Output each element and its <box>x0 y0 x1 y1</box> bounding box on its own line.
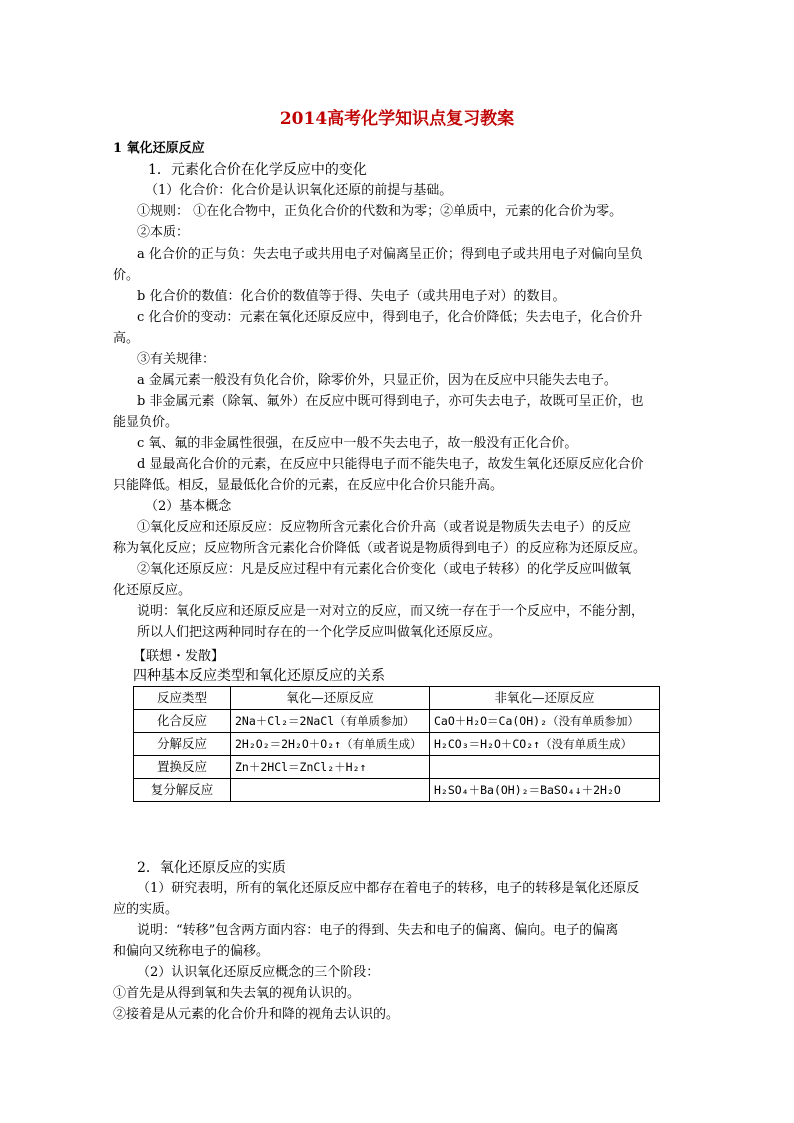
paragraph-line: 化还原反应。 <box>113 583 192 598</box>
paragraph-line: 和偏向又统称电子的偏移。 <box>113 944 270 959</box>
table-cell: Zn＋2HCl＝ZnCl₂＋H₂↑ <box>231 756 430 779</box>
section-heading: 2．氧化还原反应的实质 <box>137 860 286 876</box>
table-cell: H₂CO₃＝H₂O＋CO₂↑（没有单质生成） <box>430 733 660 756</box>
reaction-type-table <box>133 686 660 802</box>
paragraph-line: ②本质： <box>137 225 190 240</box>
paragraph-line: 称为氧化反应；反应物所含元素化合价降低（或者说是物质得到电子）的反应称为还原反应。 <box>113 541 647 556</box>
paragraph-line: 应的实质。 <box>113 902 179 917</box>
table-cell: 置换反应 <box>134 756 231 779</box>
paragraph-line: b 非金属元素（除氧、氟外）在反应中既可得到电子，亦可失去电子，故既可呈正价，也 <box>137 394 644 409</box>
paragraph-line: ①氧化反应和还原反应：反应物所含元素化合价升高（或者说是物质失去电子）的反应 <box>137 520 632 535</box>
paragraph-line: c 氧、氟的非金属性很强，在反应中一般不失去电子，故一般没有正化合价。 <box>137 436 578 451</box>
paragraph-line: ①规则： ①在化合物中，正负化合价的代数和为零；②单质中，元素的化合价为零。 <box>137 204 623 219</box>
table-row <box>134 710 660 733</box>
table-caption: 四种基本反应类型和氧化还原反应的关系 <box>133 668 385 684</box>
paragraph-line: ③有关规律： <box>137 352 216 367</box>
paragraph-line: 说明：氧化反应和还原反应是一对对立的反应，而又统一存在于一个反应中，不能分割， <box>137 604 645 619</box>
table-row <box>134 779 660 802</box>
paragraph-line: ①首先是从得到氧和失去氧的视角认识的。 <box>113 986 361 1001</box>
paragraph-line: 高。 <box>113 331 140 346</box>
table-cell: 复分解反应 <box>134 779 231 802</box>
table-header-cell: 反应类型 <box>134 687 231 710</box>
table-header-cell: 氧化—还原反应 <box>231 687 430 710</box>
document-title: 2014高考化学知识点复习教案 <box>279 109 515 129</box>
paragraph-line: 【联想・发散】 <box>133 649 225 664</box>
paragraph-line: 说明：“转移”包含两方面内容：电子的得到、失去和电子的偏离、偏向。电子的偏离 <box>137 923 619 938</box>
paragraph-line: 1．元素化合价在化学反应中的变化 <box>148 162 367 178</box>
table-cell: 分解反应 <box>134 733 231 756</box>
paragraph-line: （1）研究表明，所有的氧化还原反应中都存在着电子的转移，电子的转移是氧化还原反 <box>137 881 640 896</box>
paragraph-line: c 化合价的变动：元素在氧化还原反应中，得到电子，化合价降低；失去电子，化合价升 <box>137 310 643 325</box>
paragraph-line: （1）化合价：化合价是认识氧化还原的前提与基础。 <box>145 183 453 198</box>
paragraph-line: 只能降低。相反，显最低化合价的元素，在反应中化合价只能升高。 <box>113 478 504 493</box>
table-cell: 化合反应 <box>134 710 231 733</box>
table-cell: 2Na＋Cl₂＝2NaCl（有单质参加） <box>231 710 430 733</box>
paragraph-line: （2）认识氧化还原反应概念的三个阶段： <box>137 965 380 980</box>
paragraph-line: 能显负价。 <box>113 415 179 430</box>
paragraph-line: （2）基本概念 <box>145 499 232 514</box>
table-cell: H₂SO₄＋Ba(OH)₂＝BaSO₄↓＋2H₂O <box>430 779 660 802</box>
paragraph-line: 价。 <box>113 268 140 283</box>
table-header-cell: 非氧化—还原反应 <box>430 687 660 710</box>
section-heading: 1 氧化还原反应 <box>113 141 205 156</box>
paragraph-line: a 金属元素一般没有负化合价，除零价外，只显正价，因为在反应中只能失去电子。 <box>137 373 617 388</box>
paragraph-line: ②接着是从元素的化合价升和降的视角去认识的。 <box>113 1007 400 1022</box>
table-header-row <box>134 687 660 710</box>
table-cell <box>231 779 430 802</box>
table-cell: 2H₂O₂＝2H₂O＋O₂↑（有单质生成） <box>231 733 430 756</box>
table-cell <box>430 756 660 779</box>
paragraph-line: d 显最高化合价的元素，在反应中只能得电子而不能失电子，故发生氧化还原反应化合价 <box>137 457 644 472</box>
table-row <box>134 733 660 756</box>
paragraph-line: a 化合价的正与负：失去电子或共用电子对偏离呈正价；得到电子或共用电子对偏向呈负 <box>137 247 643 262</box>
table-cell: CaO＋H₂O＝Ca(OH)₂（没有单质参加） <box>430 710 660 733</box>
paragraph-line: ②氧化还原反应：凡是反应过程中有元素化合价变化（或电子转移）的化学反应叫做氧 <box>137 562 632 577</box>
paragraph-line: b 化合价的数值：化合价的数值等于得、失电子（或共用电子对）的数目。 <box>137 289 566 304</box>
table-row <box>134 756 660 779</box>
paragraph-line: 所以人们把这两种同时存在的一个化学反应叫做氧化还原反应。 <box>137 625 502 640</box>
